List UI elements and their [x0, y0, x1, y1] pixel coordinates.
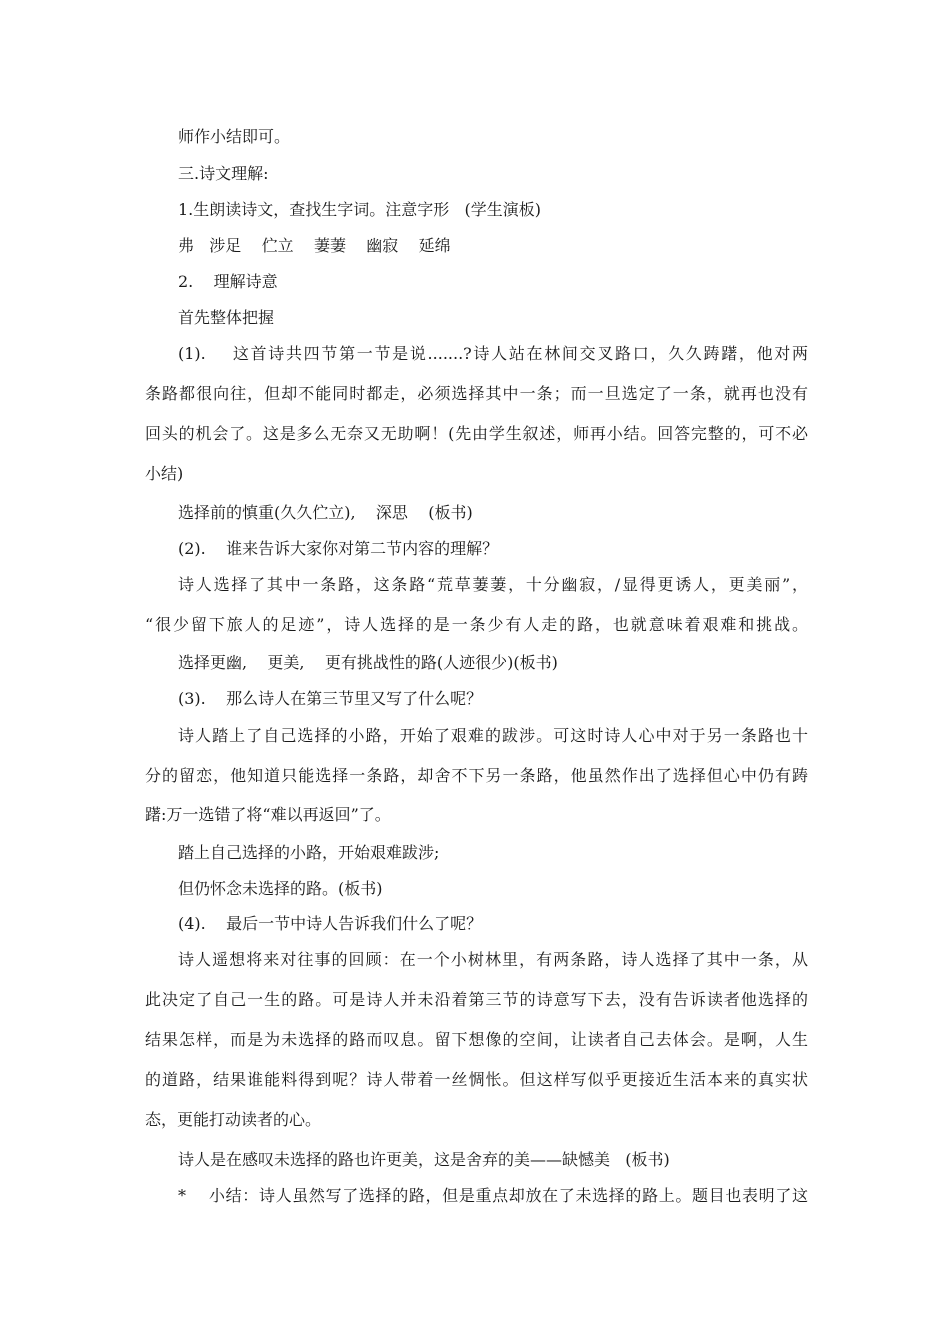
- paragraph-line: 躇:万一选错了将“难以再返回”了。: [145, 805, 391, 824]
- paragraph-line: 结果怎样，而是为未选择的路而叹息。留下想像的空间，让读者自己去体会。是啊，人生: [145, 1030, 808, 1049]
- board-note: 但仍怀念未选择的路。(板书): [178, 879, 383, 898]
- text-line: 师作小结即可。: [178, 127, 291, 146]
- question-line: (2). 谁来告诉大家你对第二节内容的理解？: [178, 539, 499, 558]
- paragraph-line: 的道路，结果谁能料得到呢？诗人带着一丝惆怅。但这样写似乎更接近生活本来的真实状: [145, 1070, 808, 1089]
- paragraph-line: 条路都很向往，但却不能同时都走，必须选择其中一条；而一旦选定了一条，就再也没有: [145, 384, 808, 403]
- paragraph-line: (1). 这首诗共四节第一节是说.......?诗人站在林间交叉路口，久久踌躇，他对两: [178, 344, 808, 363]
- text-line: 2. 理解诗意: [178, 272, 278, 291]
- section-heading: 三.诗文理解:: [178, 164, 269, 183]
- paragraph-line: 诗人遥想将来对往事的回顾：在一个小树林里，有两条路，诗人选择了其中一条，从: [178, 950, 808, 969]
- paragraph-line: 态，更能打动读者的心。: [145, 1110, 322, 1129]
- vocabulary-line: 弗 涉足 伫立 萋萋 幽寂 延绵: [178, 236, 451, 255]
- board-note: 选择前的慎重(久久伫立), 深思 (板书): [178, 503, 473, 522]
- text-line: 1.生朗读诗文，查找生字词。注意字形 (学生演板): [178, 200, 542, 219]
- paragraph-line: 诗人踏上了自己选择的小路，开始了艰难的跋涉。可这时诗人心中对于另一条路也十: [178, 726, 808, 745]
- question-line: (3). 那么诗人在第三节里又写了什么呢？: [178, 689, 483, 708]
- summary-line: * 小结：诗人虽然写了选择的路，但是重点却放在了未选择的路上。题目也表明了这: [178, 1186, 808, 1205]
- board-note: 踏上自己选择的小路，开始艰难跋涉;: [178, 843, 440, 862]
- paragraph-line: 此决定了自己一生的路。可是诗人并未沿着第三节的诗意写下去，没有告诉读者他选择的: [145, 990, 808, 1009]
- paragraph-line: 诗人选择了其中一条路，这条路“荒草萋萋，十分幽寂，/显得更诱人，更美丽”，: [178, 575, 808, 594]
- question-line: (4). 最后一节中诗人告诉我们什么了呢？: [178, 914, 483, 933]
- paragraph-line: 小结): [145, 464, 184, 483]
- board-note: 选择更幽, 更美, 更有挑战性的路(人迹很少)(板书): [178, 653, 558, 672]
- paragraph-line: 分的留恋，他知道只能选择一条路，却舍不下另一条路，他虽然作出了选择但心中仍有踌: [145, 766, 808, 785]
- paragraph-line: 回头的机会了。这是多么无奈又无助啊！(先由学生叙述，师再小结。回答完整的，可不必: [145, 424, 808, 443]
- text-line: 首先整体把握: [178, 308, 275, 327]
- board-note: 诗人是在感叹未选择的路也许更美，这是舍弃的美——缺憾美 (板书): [178, 1150, 670, 1169]
- paragraph-line: “很少留下旅人的足迹”，诗人选择的是一条少有人走的路，也就意味着艰难和挑战。: [145, 615, 808, 634]
